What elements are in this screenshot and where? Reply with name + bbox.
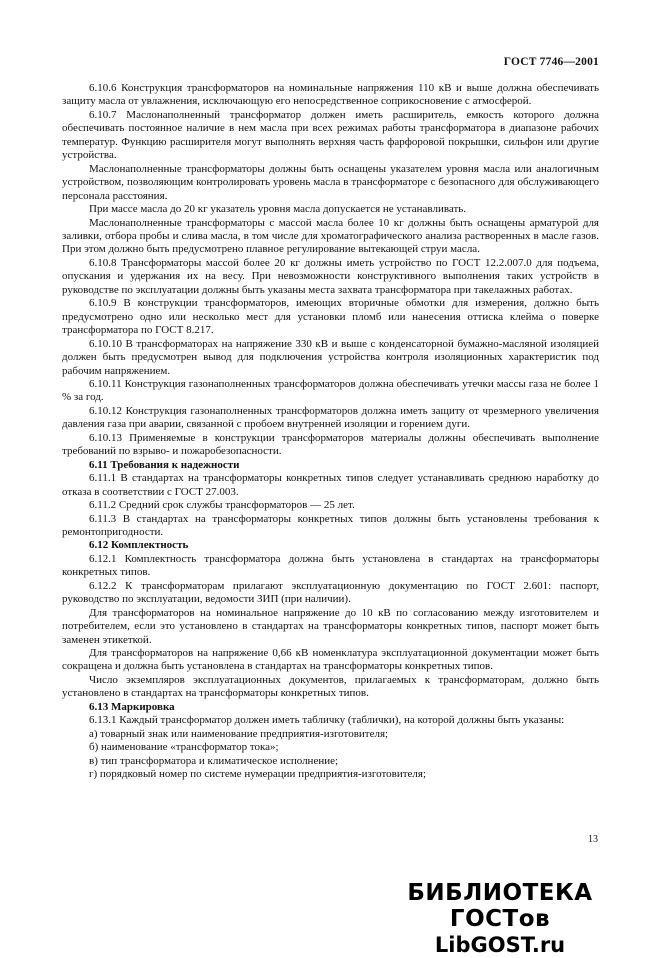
paragraph: Для трансформаторов на напряжение 0,66 кВ номенклатура эксплуатационной документации может быть сокращена и должна быть установлена в стандартах на трансформаторы конкретных типов.	[62, 647, 599, 673]
paragraph: 6.10.13 Применяемые в конструкции трансформаторов материалы должны обеспечивать выполнение требований по взрыво- и пожаробезопасности.	[62, 431, 599, 458]
paragraph: 6.10.12 Конструкция газонаполненных трансформаторов должна иметь защиту от чрезмерного увеличения давления газа при аварии, связанной с пробоем внутренней изоляции и горением дуги.	[62, 404, 599, 431]
page-number: 13	[588, 834, 598, 845]
document-header: ГОСТ 7746—2001	[503, 56, 599, 68]
watermark	[360, 880, 640, 958]
paragraph: Число экземпляров эксплуатационных документов, прилагаемых к трансформаторам, должно быть установлено в стандартах на трансформаторы конкретных типов.	[62, 673, 599, 700]
list-item: б) наименование «трансформатор тока»;	[89, 741, 279, 754]
paragraph: 6.12.2 К трансформаторам прилагают эксплуатационную документацию по ГОСТ 2.601: паспорт, руководство по эксплуатации, ведомости ЗИП (при наличии).	[62, 579, 599, 606]
paragraph: Маслонаполненные трансформаторы с массой масла более 10 кг должны быть оснащены арматурой для заливки, отбора пробы и слива масла, в том числе для хроматографического анализа растворенных в масле газов. При этом должно быть предусмотрено плавное регулирование вытекающей струи масла.	[62, 216, 599, 256]
paragraph: 6.10.10 В трансформаторах на напряжение 330 кВ и выше с конденсаторной бумажно-масляной изоляцией должен быть предусмотрен вывод для подключения устройства контроля изоляционных характеристик под рабочим напряжением.	[62, 337, 599, 377]
paragraph: 6.13.1 Каждый трансформатор должен иметь табличку (таблички), на которой должны быть указаны:	[89, 714, 565, 727]
paragraph: Маслонаполненные трансформаторы должны быть оснащены указателем уровня масла или аналогичным устройством, позволяющим контролировать уровень масла в трансформаторе с безопасного для обслуживающего персонала расстояния.	[62, 162, 599, 202]
paragraph: 6.11.3 В стандартах на трансформаторы конкретных типов должны быть установлены требования к ремонтопригодности.	[62, 512, 599, 538]
list-item: в) тип трансформатора и климатическое исполнение;	[89, 754, 339, 767]
document-body	[62, 82, 599, 782]
paragraph: 6.12.1 Комплектность трансформатора должна быть установлена в стандартах на трансформаторы конкретных типов.	[62, 552, 599, 579]
paragraph: При массе масла до 20 кг указатель уровня масла допускается не устанавливать.	[89, 203, 467, 216]
paragraph: 6.10.9 В конструкции трансформаторов, имеющих вторичные обмотки для измерения, должно быть предусмотрено одно или несколько мест для установки пломб или нанесения оттиска клейма о поверке трансформатора по ГОСТ 8.217.	[62, 297, 599, 337]
list-item: г) порядковый номер по системе нумерации предприятия-изготовителя;	[89, 768, 427, 781]
watermark-line-2: LibGOST.ru	[434, 933, 566, 957]
paragraph: 6.10.11 Конструкция газонаполненных трансформаторов должна обеспечивать утечки массы газа не более 1 % за год.	[62, 377, 599, 404]
paragraph: 6.10.8 Трансформаторы массой более 20 кг должны иметь устройство по ГОСТ 12.2.007.0 для подъема, опускания и удержания их на весу. При невозможности конструктивного выполнения таких устройств в руководстве по эксплуатации должны быть указаны места захвата трансформатора при такелажных работах.	[62, 256, 599, 296]
paragraph: 6.10.6 Конструкция трансформаторов на номинальные напряжения 110 кВ и выше должна обеспечивать защиту масла от увлажнения, исключающую его непосредственное соприкосновение с атмосферой.	[62, 82, 599, 108]
paragraph: 6.11.2 Средний срок службы трансформаторов — 25 лет.	[89, 499, 355, 512]
section-heading: 6.12 Комплектность	[89, 539, 189, 552]
paragraph: 6.11.1 В стандартах на трансформаторы конкретных типов следует устанавливать среднюю наработку до отказа в соответствии с ГОСТ 27.003.	[62, 472, 599, 498]
paragraph: Для трансформаторов на номинальное напряжение до 10 кВ по согласованию между изготовителем и потребителем, если это установлено в стандартах на трансформаторы конкретных типов, паспорт может быть заменен этикеткой.	[62, 606, 599, 646]
paragraph: 6.10.7 Маслонаполненный трансформатор должен иметь расширитель, емкость которого должна обеспечивать постоянное наличие в нем масла при всех режимах работы трансформатора в диапазоне рабочих температур. Функцию расширителя могут выполнять верхняя часть фарфоровой покрышки, сильфон или другие устройства.	[62, 108, 599, 162]
section-heading: 6.13 Маркировка	[89, 700, 175, 713]
list-item: а) товарный знак или наименование предприятия-изготовителя;	[89, 727, 389, 740]
watermark-line-1: БИБЛИОТЕКА ГОСТов	[407, 880, 593, 932]
section-heading: 6.11 Требования к надежности	[89, 458, 240, 471]
